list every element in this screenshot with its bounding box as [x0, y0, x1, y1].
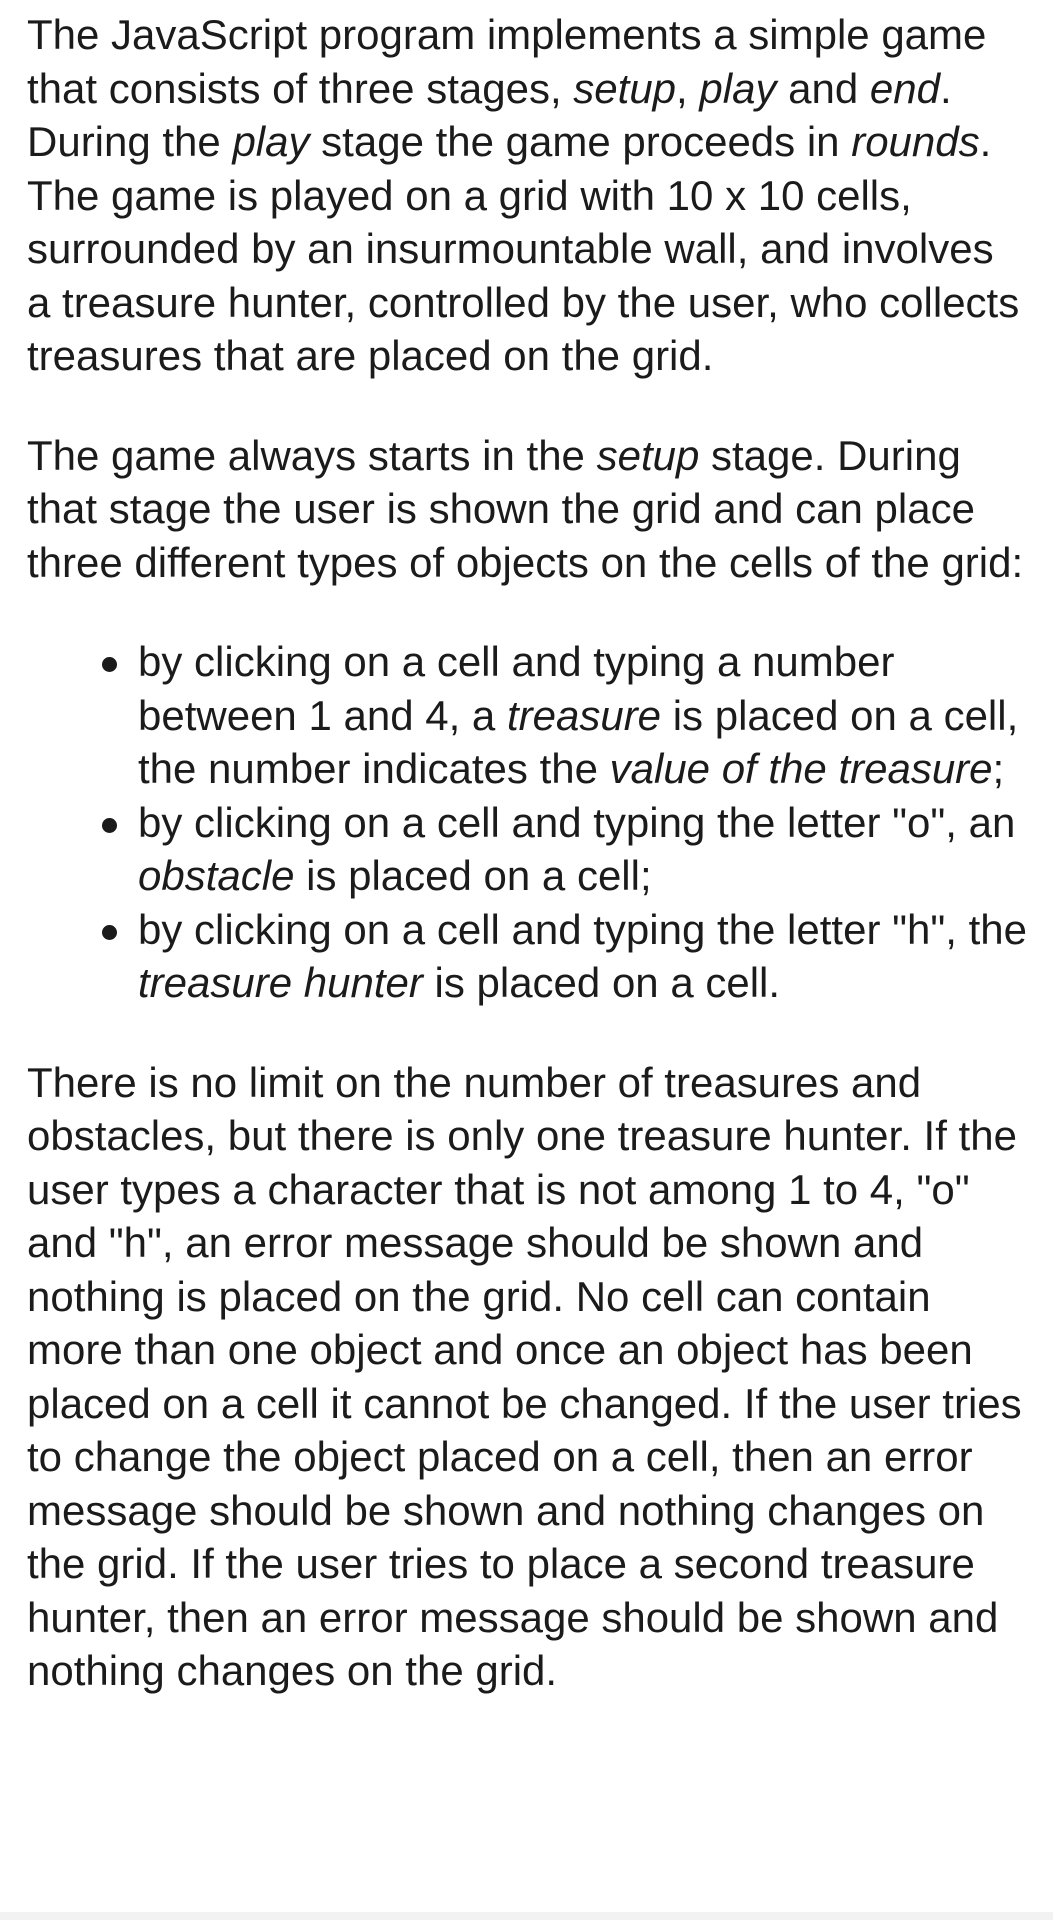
setup-paragraph	[27, 429, 1027, 590]
emphasis-play: play	[232, 118, 310, 165]
text-run: is placed on a cell;	[294, 852, 652, 899]
text-run: The game always starts in the	[27, 431, 597, 479]
text-run: . The game is played on a grid with 10 x 10 cells, surrounded by an insurmountable wall, and involves a treasure hunter, controlled by the user, who collects treasures that are placed on the grid.	[27, 118, 1020, 379]
bottom-edge	[0, 1912, 1053, 1920]
rules-paragraph: There is no limit on the number of treasures and obstacles, but there is only one treasure hunter. If the user types a character that is not among 1 to 4, "o" and "h", an error message should be shown and nothing is placed on the grid. No cell can contain more than one object and once an object has been placed on a cell it cannot be changed. If the user tries to change the object placed on a cell, then an error message should be shown and nothing changes on the grid. If the user tries to place a second treasure hunter, then an error message should be shown and nothing changes on the grid.	[27, 1058, 1022, 1694]
object-types-list	[27, 635, 1027, 1010]
text-run: ,	[676, 64, 700, 112]
text-run: is placed on a cell, the number indicates the	[138, 691, 1019, 792]
emphasis-value-of-treasure: value of the treasure	[609, 745, 993, 792]
emphasis-end: end	[869, 64, 940, 112]
text-run: is placed on a cell.	[422, 959, 781, 1006]
emphasis-treasure-hunter: treasure hunter	[138, 959, 423, 1006]
text-run: stage. During that stage the user is shown the grid and can place three different types of objects on the cells of the grid:	[27, 431, 1024, 586]
text-run: and	[776, 64, 870, 112]
list-item-treasure	[138, 635, 1027, 796]
bullet-icon	[102, 925, 117, 940]
text-run: . During the	[27, 64, 952, 165]
text-run: stage the game proceeds in	[309, 118, 852, 165]
emphasis-setup: setup	[573, 64, 677, 112]
text-run: by clicking on a cell and typing a number between 1 and 4, a	[138, 638, 895, 739]
emphasis-rounds: rounds	[851, 118, 980, 165]
emphasis-treasure: treasure	[506, 691, 662, 739]
text-run: by clicking on a cell and typing the letter "h", the	[138, 905, 1027, 953]
bullet-icon	[102, 657, 117, 672]
text-run: by clicking on a cell and typing the letter "o", an	[138, 798, 1016, 846]
paragraph-spacer	[27, 589, 1027, 635]
paragraph-spacer	[27, 383, 1027, 429]
paragraph-spacer	[27, 1010, 1027, 1056]
intro-paragraph	[27, 8, 1027, 383]
text-run: The JavaScript program implements a simple game that consists of three stages,	[27, 11, 987, 112]
emphasis-setup: setup	[596, 431, 700, 479]
bullet-icon	[102, 818, 117, 833]
document-body	[27, 8, 1027, 1698]
list-item-obstacle	[138, 796, 1027, 903]
list-item-hunter	[138, 903, 1027, 1010]
text-run: ;	[992, 745, 1005, 792]
emphasis-obstacle: obstacle	[138, 852, 295, 899]
emphasis-play: play	[699, 64, 777, 112]
